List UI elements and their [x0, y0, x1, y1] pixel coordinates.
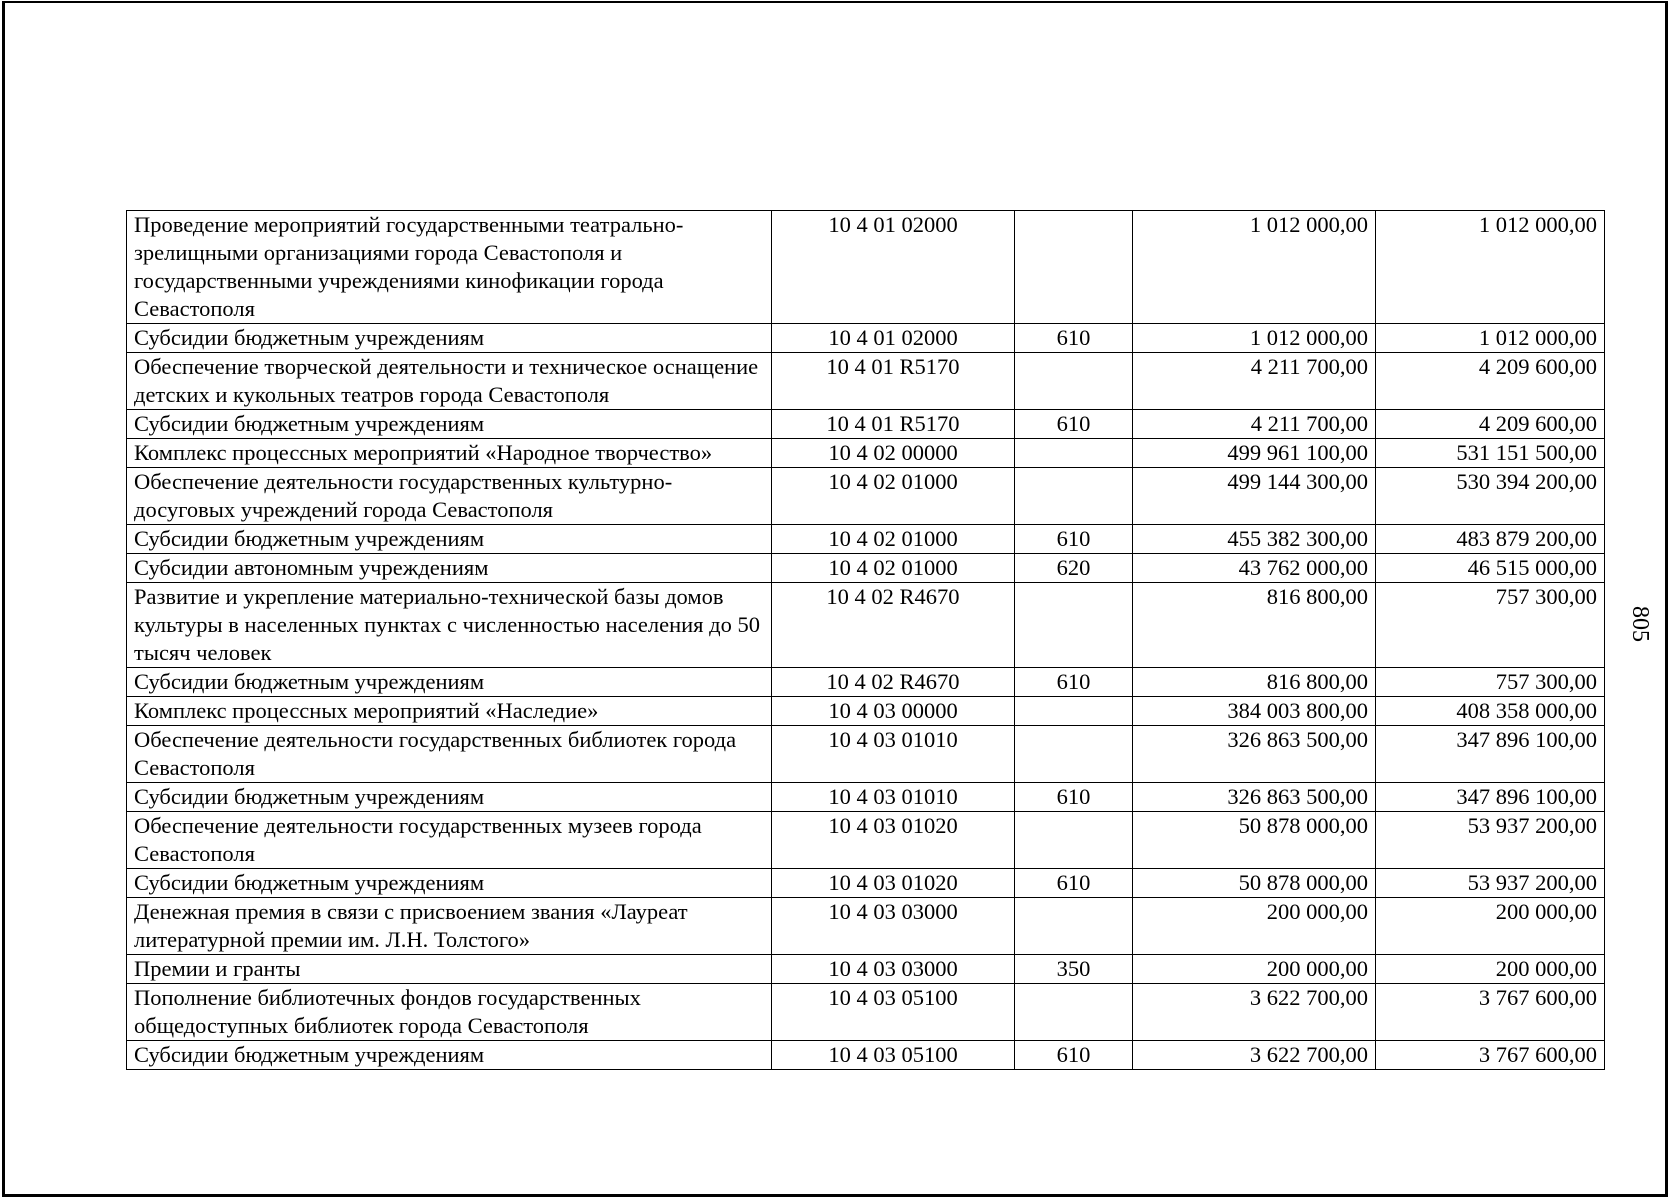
- row-name-cell: Субсидии бюджетным учреждениям: [127, 869, 772, 898]
- row-code-cell: 10 4 03 01020: [772, 869, 1015, 898]
- row-amount-year2-cell: 483 879 200,00: [1376, 525, 1605, 554]
- row-expense-type-cell: 610: [1015, 410, 1133, 439]
- row-code-cell: 10 4 02 01000: [772, 554, 1015, 583]
- row-amount-year2-cell: 53 937 200,00: [1376, 869, 1605, 898]
- row-expense-type-cell: 610: [1015, 869, 1133, 898]
- row-expense-type-cell: [1015, 211, 1133, 324]
- row-amount-year1-cell: 3 622 700,00: [1133, 1041, 1376, 1070]
- row-expense-type-cell: [1015, 697, 1133, 726]
- row-amount-year2-cell: 1 012 000,00: [1376, 211, 1605, 324]
- row-expense-type-cell: [1015, 898, 1133, 955]
- row-amount-year1-cell: 4 211 700,00: [1133, 410, 1376, 439]
- row-expense-type-cell: 350: [1015, 955, 1133, 984]
- row-name-cell: Обеспечение деятельности государственных музеев города Севастополя: [127, 812, 772, 869]
- row-name-cell: Пополнение библиотечных фондов государственных общедоступных библиотек города Севастополя: [127, 984, 772, 1041]
- table-row: [127, 554, 1605, 583]
- row-name-cell: Премии и гранты: [127, 955, 772, 984]
- table-row: [127, 211, 1605, 324]
- row-name-cell: Проведение мероприятий государственными театрально-зрелищными организациями города Севастополя и государственными учреждениями кинофикации города Севастополя: [127, 211, 772, 324]
- row-expense-type-cell: [1015, 812, 1133, 869]
- row-amount-year2-cell: 347 896 100,00: [1376, 783, 1605, 812]
- row-amount-year1-cell: 455 382 300,00: [1133, 525, 1376, 554]
- table-row: [127, 525, 1605, 554]
- row-name-cell: Развитие и укрепление материально-технической базы домов культуры в населенных пунктах с численностью населения до 50 тысяч человек: [127, 583, 772, 668]
- row-code-cell: 10 4 01 R5170: [772, 410, 1015, 439]
- row-amount-year2-cell: 531 151 500,00: [1376, 439, 1605, 468]
- budget-table: [126, 210, 1605, 1070]
- row-amount-year1-cell: 1 012 000,00: [1133, 211, 1376, 324]
- table-row: [127, 984, 1605, 1041]
- row-name-cell: Комплекс процессных мероприятий «Наследие»: [127, 697, 772, 726]
- row-amount-year2-cell: 757 300,00: [1376, 668, 1605, 697]
- table-row: [127, 439, 1605, 468]
- row-code-cell: 10 4 03 01020: [772, 812, 1015, 869]
- row-code-cell: 10 4 03 05100: [772, 1041, 1015, 1070]
- row-name-cell: Субсидии бюджетным учреждениям: [127, 410, 772, 439]
- row-code-cell: 10 4 02 00000: [772, 439, 1015, 468]
- row-code-cell: 10 4 03 03000: [772, 898, 1015, 955]
- row-expense-type-cell: 610: [1015, 1041, 1133, 1070]
- table-row: [127, 410, 1605, 439]
- row-amount-year1-cell: 50 878 000,00: [1133, 812, 1376, 869]
- table-row: [127, 668, 1605, 697]
- row-amount-year1-cell: 499 144 300,00: [1133, 468, 1376, 525]
- row-amount-year2-cell: 200 000,00: [1376, 955, 1605, 984]
- row-amount-year1-cell: 1 012 000,00: [1133, 324, 1376, 353]
- row-amount-year2-cell: 530 394 200,00: [1376, 468, 1605, 525]
- row-amount-year2-cell: 200 000,00: [1376, 898, 1605, 955]
- row-expense-type-cell: [1015, 726, 1133, 783]
- row-amount-year2-cell: 4 209 600,00: [1376, 410, 1605, 439]
- row-amount-year1-cell: 3 622 700,00: [1133, 984, 1376, 1041]
- table-row: [127, 324, 1605, 353]
- page-number: 805: [1627, 606, 1653, 642]
- row-amount-year1-cell: 326 863 500,00: [1133, 726, 1376, 783]
- table-row: [127, 783, 1605, 812]
- row-expense-type-cell: 620: [1015, 554, 1133, 583]
- row-amount-year1-cell: 326 863 500,00: [1133, 783, 1376, 812]
- row-amount-year1-cell: 43 762 000,00: [1133, 554, 1376, 583]
- row-amount-year1-cell: 4 211 700,00: [1133, 353, 1376, 410]
- row-amount-year1-cell: 816 800,00: [1133, 668, 1376, 697]
- row-code-cell: 10 4 02 R4670: [772, 668, 1015, 697]
- row-name-cell: Обеспечение деятельности государственных культурно-досуговых учреждений города Севастополя: [127, 468, 772, 525]
- row-name-cell: Комплекс процессных мероприятий «Народное творчество»: [127, 439, 772, 468]
- row-code-cell: 10 4 03 01010: [772, 726, 1015, 783]
- row-name-cell: Обеспечение деятельности государственных библиотек города Севастополя: [127, 726, 772, 783]
- table-row: [127, 353, 1605, 410]
- row-code-cell: 10 4 02 01000: [772, 525, 1015, 554]
- row-name-cell: Обеспечение творческой деятельности и техническое оснащение детских и кукольных театров города Севастополя: [127, 353, 772, 410]
- row-amount-year2-cell: 1 012 000,00: [1376, 324, 1605, 353]
- row-code-cell: 10 4 02 R4670: [772, 583, 1015, 668]
- row-code-cell: 10 4 02 01000: [772, 468, 1015, 525]
- row-expense-type-cell: [1015, 353, 1133, 410]
- table-row: [127, 726, 1605, 783]
- row-expense-type-cell: [1015, 583, 1133, 668]
- row-amount-year1-cell: 200 000,00: [1133, 955, 1376, 984]
- row-expense-type-cell: 610: [1015, 783, 1133, 812]
- table-row: [127, 468, 1605, 525]
- row-amount-year1-cell: 816 800,00: [1133, 583, 1376, 668]
- row-expense-type-cell: [1015, 439, 1133, 468]
- row-code-cell: 10 4 03 01010: [772, 783, 1015, 812]
- row-name-cell: Субсидии бюджетным учреждениям: [127, 783, 772, 812]
- table-row: [127, 898, 1605, 955]
- budget-table-body: [127, 211, 1605, 1070]
- table-row: [127, 812, 1605, 869]
- row-amount-year1-cell: 499 961 100,00: [1133, 439, 1376, 468]
- row-code-cell: 10 4 03 05100: [772, 984, 1015, 1041]
- row-expense-type-cell: 610: [1015, 668, 1133, 697]
- row-name-cell: Субсидии бюджетным учреждениям: [127, 668, 772, 697]
- table-row: [127, 697, 1605, 726]
- row-name-cell: Субсидии бюджетным учреждениям: [127, 324, 772, 353]
- row-amount-year2-cell: 3 767 600,00: [1376, 984, 1605, 1041]
- row-amount-year1-cell: 384 003 800,00: [1133, 697, 1376, 726]
- row-amount-year2-cell: 347 896 100,00: [1376, 726, 1605, 783]
- row-amount-year2-cell: 53 937 200,00: [1376, 812, 1605, 869]
- table-row: [127, 869, 1605, 898]
- row-code-cell: 10 4 01 02000: [772, 324, 1015, 353]
- row-expense-type-cell: [1015, 984, 1133, 1041]
- row-code-cell: 10 4 01 R5170: [772, 353, 1015, 410]
- row-amount-year1-cell: 200 000,00: [1133, 898, 1376, 955]
- row-code-cell: 10 4 01 02000: [772, 211, 1015, 324]
- row-code-cell: 10 4 03 00000: [772, 697, 1015, 726]
- row-name-cell: Денежная премия в связи с присвоением звания «Лауреат литературной премии им. Л.Н. Толстого»: [127, 898, 772, 955]
- row-name-cell: Субсидии автономным учреждениям: [127, 554, 772, 583]
- row-amount-year2-cell: 757 300,00: [1376, 583, 1605, 668]
- row-expense-type-cell: [1015, 468, 1133, 525]
- row-amount-year2-cell: 46 515 000,00: [1376, 554, 1605, 583]
- row-amount-year2-cell: 408 358 000,00: [1376, 697, 1605, 726]
- row-name-cell: Субсидии бюджетным учреждениям: [127, 1041, 772, 1070]
- row-amount-year2-cell: 4 209 600,00: [1376, 353, 1605, 410]
- table-row: [127, 1041, 1605, 1070]
- table-row: [127, 955, 1605, 984]
- row-name-cell: Субсидии бюджетным учреждениям: [127, 525, 772, 554]
- table-row: [127, 583, 1605, 668]
- row-amount-year2-cell: 3 767 600,00: [1376, 1041, 1605, 1070]
- row-amount-year1-cell: 50 878 000,00: [1133, 869, 1376, 898]
- row-code-cell: 10 4 03 03000: [772, 955, 1015, 984]
- row-expense-type-cell: 610: [1015, 324, 1133, 353]
- row-expense-type-cell: 610: [1015, 525, 1133, 554]
